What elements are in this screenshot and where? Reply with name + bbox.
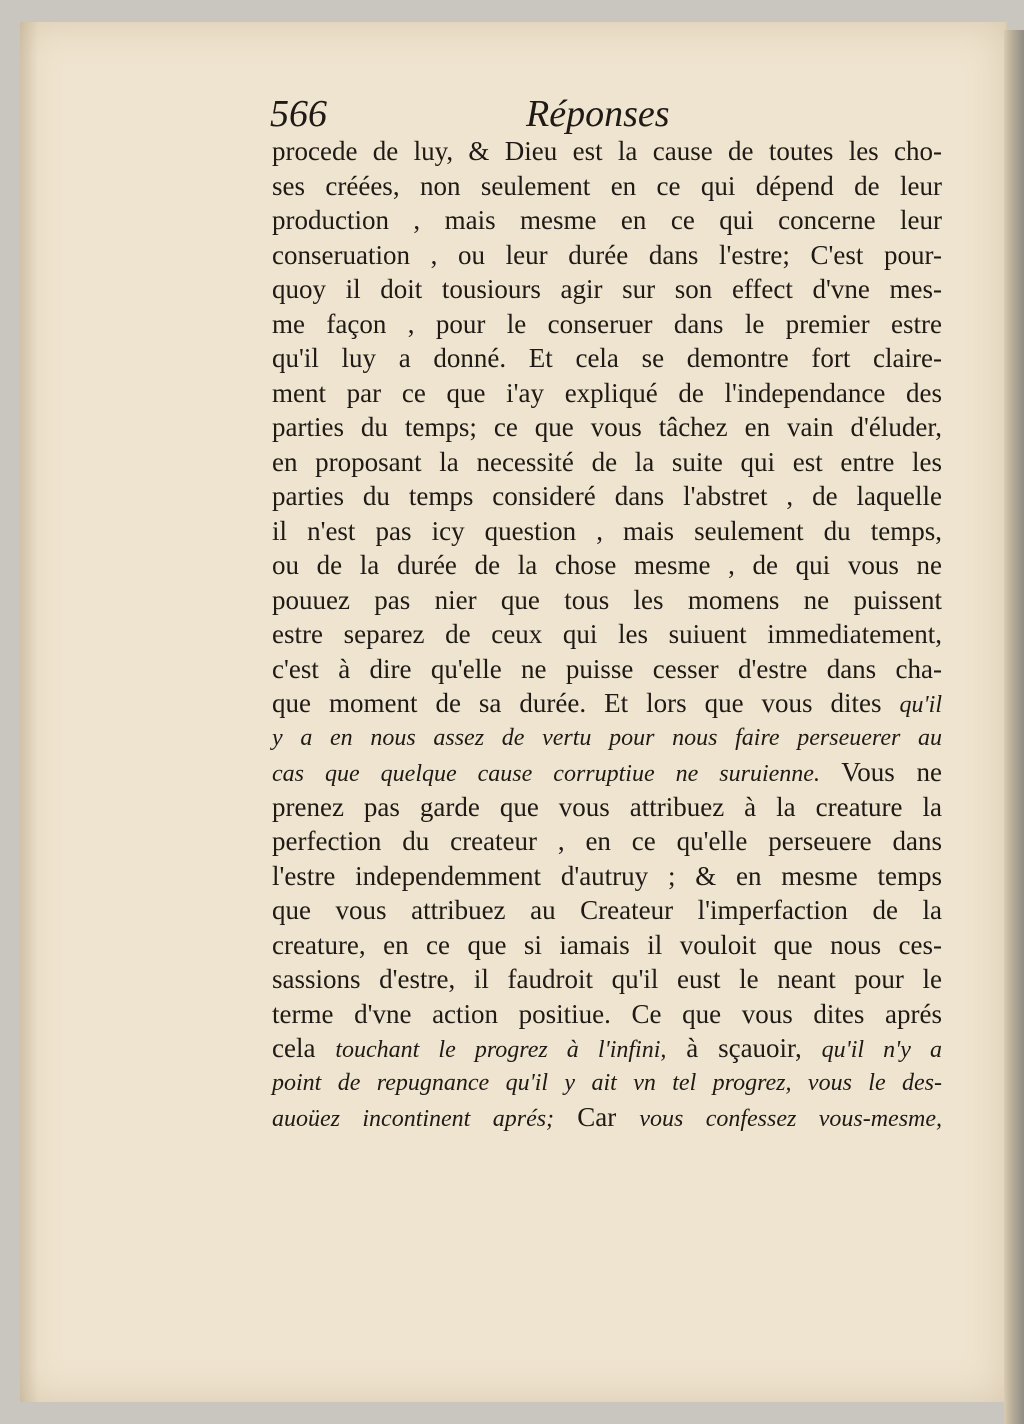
text-line: conseruation , ou leur durée dans l'estre; C'est pour- bbox=[272, 239, 942, 270]
text-line: parties du temps consideré dans l'abstret , de laquelle bbox=[272, 481, 942, 511]
text-line: que vous attribuez au Createur l'imperfaction de la bbox=[272, 895, 942, 925]
text-line: y a en nous assez de vertu pour nous faire perseuerer au bbox=[272, 724, 942, 751]
text-line: procede de luy, & Dieu est la cause de toutes les cho- bbox=[272, 136, 942, 166]
text-line: ses créées, non seulement en ce qui dépend de leur bbox=[272, 170, 942, 201]
text-line: pouuez pas nier que tous les momens ne puissent bbox=[272, 584, 942, 615]
text-line: cas que quelque cause corruptiue ne suruienne. Vous ne bbox=[272, 757, 943, 787]
text-line: auoüez incontinent aprés; Car vous confessez vous-mesme, bbox=[272, 1102, 943, 1132]
page-edge bbox=[1004, 30, 1024, 1424]
text-line: sassions d'estre, il faudroit qu'il eust le neant pour le bbox=[272, 964, 942, 994]
text-line: me façon , pour le conseruer dans le premier estre bbox=[272, 308, 942, 339]
text-line: c'est à dire qu'elle ne puisse cesser d'estre dans cha- bbox=[272, 653, 942, 684]
text-line: prenez pas garde que vous attribuez à la creature la bbox=[272, 791, 942, 822]
text-line: l'estre independemment d'autruy ; & en mesme temps bbox=[272, 860, 942, 891]
text-line: ment par ce que i'ay expliqué de l'independance des bbox=[272, 377, 942, 408]
text-line: creature, en ce que si iamais il vouloit que nous ces- bbox=[272, 929, 942, 960]
text-line: production , mais mesme en ce qui concerne leur bbox=[272, 205, 942, 235]
text-line: terme d'vne action positiue. Ce que vous dites aprés bbox=[272, 998, 942, 1029]
running-title: Réponses bbox=[526, 93, 670, 135]
text-line: il n'est pas icy question , mais seulement du temps, bbox=[272, 515, 942, 546]
text-line: ou de la durée de la chose mesme , de qui vous ne bbox=[272, 550, 942, 580]
text-line: quoy il doit tousiours agir sur son effect d'vne mes- bbox=[272, 274, 942, 304]
text-line: estre separez de ceux qui les suiuent immediatement, bbox=[272, 619, 942, 649]
text-line: en proposant la necessité de la suite qui est entre les bbox=[272, 446, 942, 477]
text-line: que moment de sa durée. Et lors que vous dites qu'il bbox=[272, 688, 943, 718]
text-line: parties du temps; ce que vous tâchez en vain d'éluder, bbox=[272, 412, 942, 442]
text-line: point de repugnance qu'il y ait vn tel progrez, vous le des- bbox=[272, 1069, 942, 1096]
text-line: perfection du createur , en ce qu'elle perseuere dans bbox=[272, 826, 942, 856]
gutter-shadow bbox=[20, 22, 38, 1402]
body-text bbox=[272, 134, 942, 1135]
page-number: 566 bbox=[270, 93, 327, 135]
text-line: cela touchant le progrez à l'infini, à sçauoir, qu'il n'y a bbox=[272, 1033, 943, 1063]
text-line: qu'il luy a donné. Et cela se demontre fort claire- bbox=[272, 343, 942, 373]
